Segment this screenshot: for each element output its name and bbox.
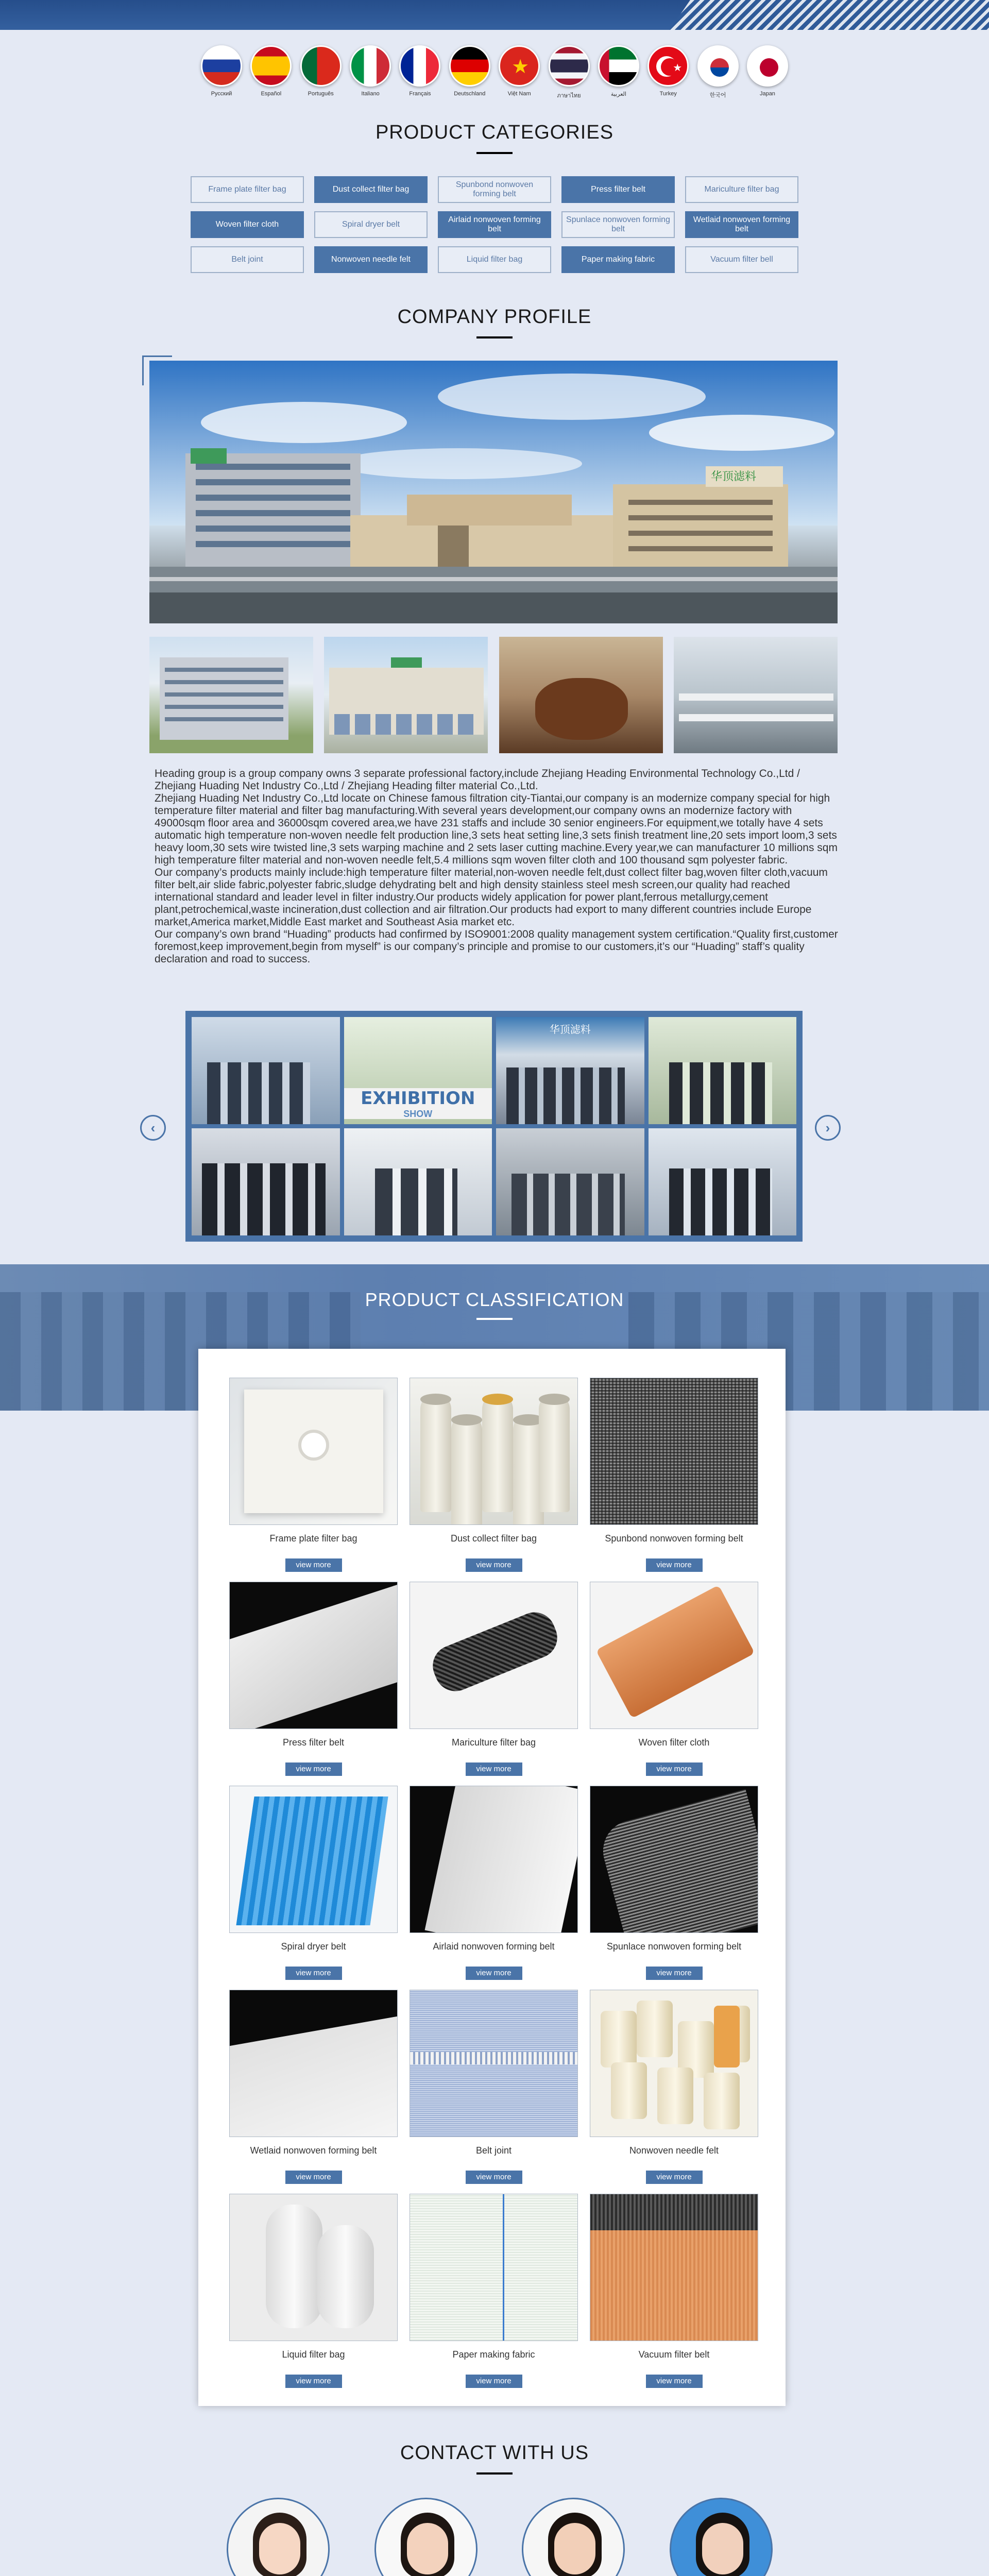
view-more-button[interactable]: view more [466,1967,522,1980]
product-image[interactable] [410,2194,578,2341]
view-more-button[interactable]: view more [285,1967,342,1980]
product-name[interactable]: Frame plate filter bag [269,1533,357,1544]
chevron-left-icon: ‹ [150,1120,156,1136]
thumbnail-factory-front[interactable] [324,637,488,753]
category-button[interactable]: Spunbond nonwoven forming belt [438,176,551,203]
factory-thumbnails [149,637,838,753]
title-underline [476,152,513,154]
view-more-button[interactable]: view more [466,2375,522,2388]
gallery-photo[interactable] [649,1017,797,1124]
language-russia[interactable] [201,45,242,102]
korea-flag-icon [697,45,739,87]
product-card [229,1786,398,1990]
title-underline [476,1318,513,1320]
product-image[interactable] [410,1786,578,1933]
language-label: Pусский [211,91,232,97]
categories-title [0,122,989,154]
language-vietnam[interactable] [499,45,540,102]
language-label: Japan [759,91,775,97]
avatar [374,2498,478,2576]
thailand-flag-icon [549,45,590,87]
germany-flag-icon [449,45,490,87]
language-france[interactable] [399,45,440,102]
classification-title [0,1289,989,1320]
thumbnail-office-desks[interactable] [674,637,838,753]
product-card [410,1786,578,1990]
product-card [410,1378,578,1582]
product-name[interactable]: Airlaid nonwoven forming belt [433,1941,555,1952]
product-image[interactable] [229,1582,398,1729]
title-underline [476,2472,513,2475]
language-label: Turkey [659,91,677,97]
product-image[interactable] [590,1582,758,1729]
product-card [590,1378,758,1582]
language-label: العربية [610,91,626,97]
show-text: SHOW [403,1108,433,1119]
portugal-flag-icon [300,45,342,87]
product-name[interactable]: Vacuum filter belt [638,2349,710,2360]
gallery-photo[interactable] [496,1017,644,1124]
product-card [229,1378,398,1582]
gallery-prev-button[interactable] [140,1115,166,1141]
contact-person[interactable] [374,2498,478,2576]
company-description [155,768,840,965]
view-more-button[interactable]: view more [646,1967,703,1980]
title-underline [476,336,513,338]
categories-title-text: PRODUCT CATEGORIES [375,122,614,143]
category-button[interactable]: Mariculture filter bag [685,176,798,203]
language-label: ภาษาไทย [557,93,581,99]
gallery-photo[interactable] [649,1128,797,1235]
gallery-next-button[interactable] [815,1115,841,1141]
product-name[interactable]: Press filter belt [282,1737,345,1748]
product-name[interactable]: Dust collect filter bag [450,1533,537,1544]
view-more-button[interactable]: view more [646,2171,703,2184]
gallery-photo[interactable] [496,1128,644,1235]
contact-person[interactable] [522,2498,625,2576]
category-button[interactable]: Liquid filter bag [438,246,551,273]
gallery-banner-text: 华顶滤料 [549,1023,591,1036]
product-card [590,2194,758,2398]
product-card [410,1990,578,2194]
view-more-button[interactable]: view more [285,2375,342,2388]
category-button[interactable]: Paper making fabric [561,246,675,273]
product-image[interactable] [590,1990,758,2137]
product-image[interactable] [410,1990,578,2137]
product-name[interactable]: Spiral dryer belt [281,1941,346,1952]
view-more-button[interactable]: view more [466,1558,522,1572]
decorative-stripes [670,0,989,30]
category-button[interactable]: Woven filter cloth [191,211,304,238]
gallery-photo[interactable] [192,1017,340,1124]
product-image[interactable] [590,2194,758,2341]
view-more-button[interactable]: view more [466,1762,522,1776]
language-portugal[interactable] [300,45,342,102]
product-grid [229,1378,765,2398]
uae-flag-icon [598,45,639,87]
category-button[interactable]: Spiral dryer belt [314,211,428,238]
russia-flag-icon [201,45,242,87]
language-uae[interactable] [598,45,639,102]
category-buttons [191,176,798,273]
language-korea[interactable] [697,45,739,102]
product-card [590,1786,758,1990]
italy-flag-icon [350,45,391,87]
view-more-button[interactable]: view more [285,1762,342,1776]
category-button[interactable]: Vacuum filter bell [685,246,798,273]
exhibition-gallery [185,1011,803,1242]
product-image[interactable] [229,1378,398,1525]
product-card [590,1990,758,2194]
language-turkey[interactable] [647,45,689,102]
gallery-photo[interactable] [344,1128,492,1235]
category-button[interactable]: Belt joint [191,246,304,273]
contact-title [0,2442,989,2475]
chevron-right-icon: › [825,1120,830,1136]
product-panel [198,1349,786,2406]
category-button[interactable]: Wetlaid nonwoven forming belt [685,211,798,238]
product-name[interactable]: Belt joint [475,2145,512,2156]
product-image[interactable] [590,1378,758,1525]
contact-people [227,2498,773,2576]
language-spain[interactable] [250,45,292,102]
product-card [410,1582,578,1786]
factory-illustration [149,361,838,623]
product-name[interactable]: Spunlace nonwoven forming belt [606,1941,742,1952]
profile-paragraph: Our company’s products mainly include:high temperature filter material,non-woven needle felt,dust collect filter bag,woven filter cloth,vacuum filter belt,air slide fabric,polyester fabric,sludge dehydrating belt and high density stainless steel mesh screen,our quality had reached international standard and leader level in filter industry.Our products widely application for power plant,ferrous metallurgy,cement plant,petrochemical,waste incineration,dust collection and air filtration.Our products had export to many different countries include Europe market,America market,Middle East market and Southeast Asia market etc. [155,867,828,928]
category-button[interactable]: Nonwoven needle felt [314,246,428,273]
language-label: Deutschland [454,91,486,97]
gallery-photo[interactable] [344,1017,492,1124]
top-bar [0,0,989,30]
category-button[interactable]: Airlaid nonwoven forming belt [438,211,551,238]
profile-paragraph: Our company’s own brand “Huading” products had confirmed by ISO9001:2008 quality management system certification.“Quality first,customer foremost,keep improvement,begin from myself” is our company’s principle and promise to our customers,it’s our “Huading” staff’s quality declaration and road to success. [155,928,838,965]
view-more-button[interactable]: view more [646,1762,703,1776]
turkey-flag-icon: ★ [647,45,689,87]
language-label: Français [409,91,431,97]
contact-person[interactable] [670,2498,773,2576]
language-label: Việt Nam [507,91,531,97]
category-button[interactable]: Dust collect filter bag [314,176,428,203]
view-more-button[interactable]: view more [285,2171,342,2184]
vietnam-flag-icon: ★ [499,45,540,87]
product-name[interactable]: Wetlaid nonwoven forming belt [250,2145,377,2156]
language-selector [201,45,788,102]
france-flag-icon [399,45,440,87]
product-name[interactable]: Woven filter cloth [638,1737,710,1748]
factory-sign-text: 华顶滤料 [711,470,757,483]
language-germany[interactable] [449,45,490,102]
product-image[interactable] [229,1990,398,2137]
language-label: Español [261,91,282,97]
product-name[interactable]: Mariculture filter bag [451,1737,536,1748]
language-label: Português [308,91,334,97]
category-button[interactable]: Spunlace nonwoven forming belt [561,211,675,238]
exhibition-text: EXHIBITION [361,1088,475,1109]
product-card [410,2194,578,2398]
thumbnail-meeting-room[interactable] [499,637,663,753]
product-card [229,1582,398,1786]
view-more-button[interactable]: view more [285,1558,342,1572]
profile-title [0,306,989,338]
avatar [522,2498,625,2576]
category-button[interactable]: Frame plate filter bag [191,176,304,203]
product-image[interactable] [410,1582,578,1729]
language-thailand[interactable] [549,45,590,102]
profile-paragraph: Zhejiang Huading Net Industry Co.,Ltd locate on Chinese famous filtration city-Tiantai,our company is an modernize company special for high temperature filter material and filter bag manufacturing.With several years development,our company owns an modernize factory with 49000sqm floor area and 36000sqm covered area,we have 231 staffs and include 30 senior engineers.For equipment,we totally have 4 sets automatic high temperature non-woven needle felt production line,3 sets heat setting line,3 sets finish treatment line,20 sets import loom,3 sets heavy loom,30 sets wire twisted line,3 sets warping machine and 2 sets laser cutting machine.Every year,we can manufacturer 10 millions sqm high temperature filter material and non-woven needle felt,5.4 millions sqm woven filter cloth and 100 thousand sqm polyester fabric. [155,792,838,866]
product-name[interactable]: Paper making fabric [452,2349,535,2360]
classification-title-text: PRODUCT CLASSIFICATION [365,1289,624,1310]
profile-paragraph: Heading group is a group company owns 3 separate professional factory,include Zhejiang Heading Environmental Technology Co.,Ltd / Zhejiang Huading Net Industry Co.,Ltd / Zhejiang Heading filter material Co.,Ltd. [155,768,800,792]
product-image[interactable] [229,2194,398,2341]
contact-title-text: CONTACT WITH US [400,2442,589,2464]
thumbnail-office-building[interactable] [149,637,313,753]
language-japan[interactable] [747,45,788,102]
avatar [670,2498,773,2576]
product-name[interactable]: Liquid filter bag [282,2349,345,2360]
japan-flag-icon [747,45,788,87]
gallery-photo[interactable] [192,1128,340,1235]
product-image[interactable] [410,1378,578,1525]
product-image[interactable] [590,1786,758,1933]
product-name[interactable]: Spunbond nonwoven forming belt [605,1533,743,1544]
profile-title-text: COMPANY PROFILE [397,306,592,328]
product-card [229,2194,398,2398]
product-card [229,1990,398,2194]
product-image[interactable] [229,1786,398,1933]
spain-flag-icon [250,45,292,87]
language-label: 한국어 [709,92,726,98]
factory-main-photo [149,361,838,623]
avatar [227,2498,330,2576]
category-button[interactable]: Press filter belt [561,176,675,203]
view-more-button[interactable]: view more [646,2375,703,2388]
contact-person[interactable] [227,2498,330,2576]
product-name[interactable]: Nonwoven needle felt [629,2145,719,2156]
product-card [590,1582,758,1786]
view-more-button[interactable]: view more [466,2171,522,2184]
language-italy[interactable] [350,45,391,102]
language-label: Italiano [361,91,380,97]
view-more-button[interactable]: view more [646,1558,703,1572]
